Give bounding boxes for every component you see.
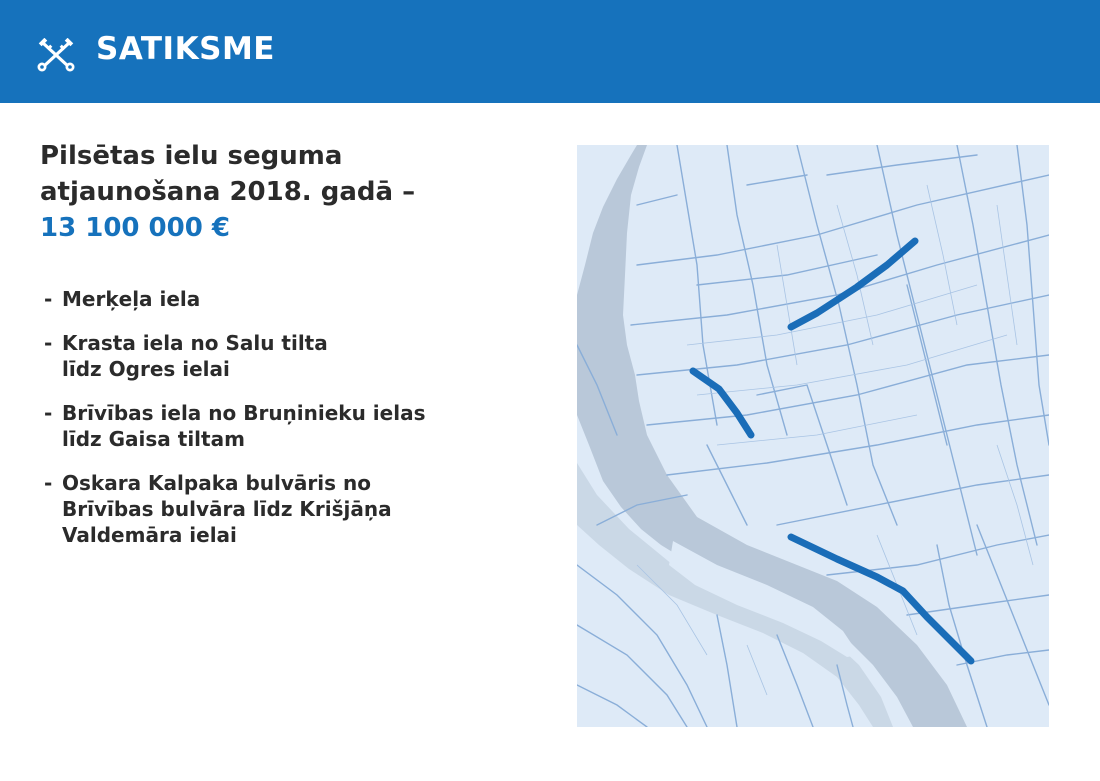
map-canvas [577,145,1049,727]
list-item: - Krasta iela no Salu tilta līdz Ogres ielai [44,330,484,382]
headline-line-1: Pilsētas ielu seguma [40,141,343,171]
crossed-keys-icon [36,38,76,72]
river [577,145,967,727]
headline-line-2: atjaunošana 2018. gadā – [40,177,416,207]
header-bar [0,0,1100,103]
list-item: - Oskara Kalpaka bulvāris no Brīvības bulvāra līdz Krišjāņa Valdemāra ielai [44,470,484,548]
list-item: - Brīvības iela no Bruņinieku ielas līdz Gaisa tiltam [44,400,484,452]
highlight-merkela-iela [791,241,915,327]
street-list [44,286,484,566]
section-title: SATIKSME [96,31,275,67]
highlight-brivibas-iela [693,371,751,435]
headline [40,138,500,246]
list-item: - Merķeļa iela [44,286,484,312]
city-map [577,145,1049,727]
headline-amount: 13 100 000 € [40,213,230,243]
